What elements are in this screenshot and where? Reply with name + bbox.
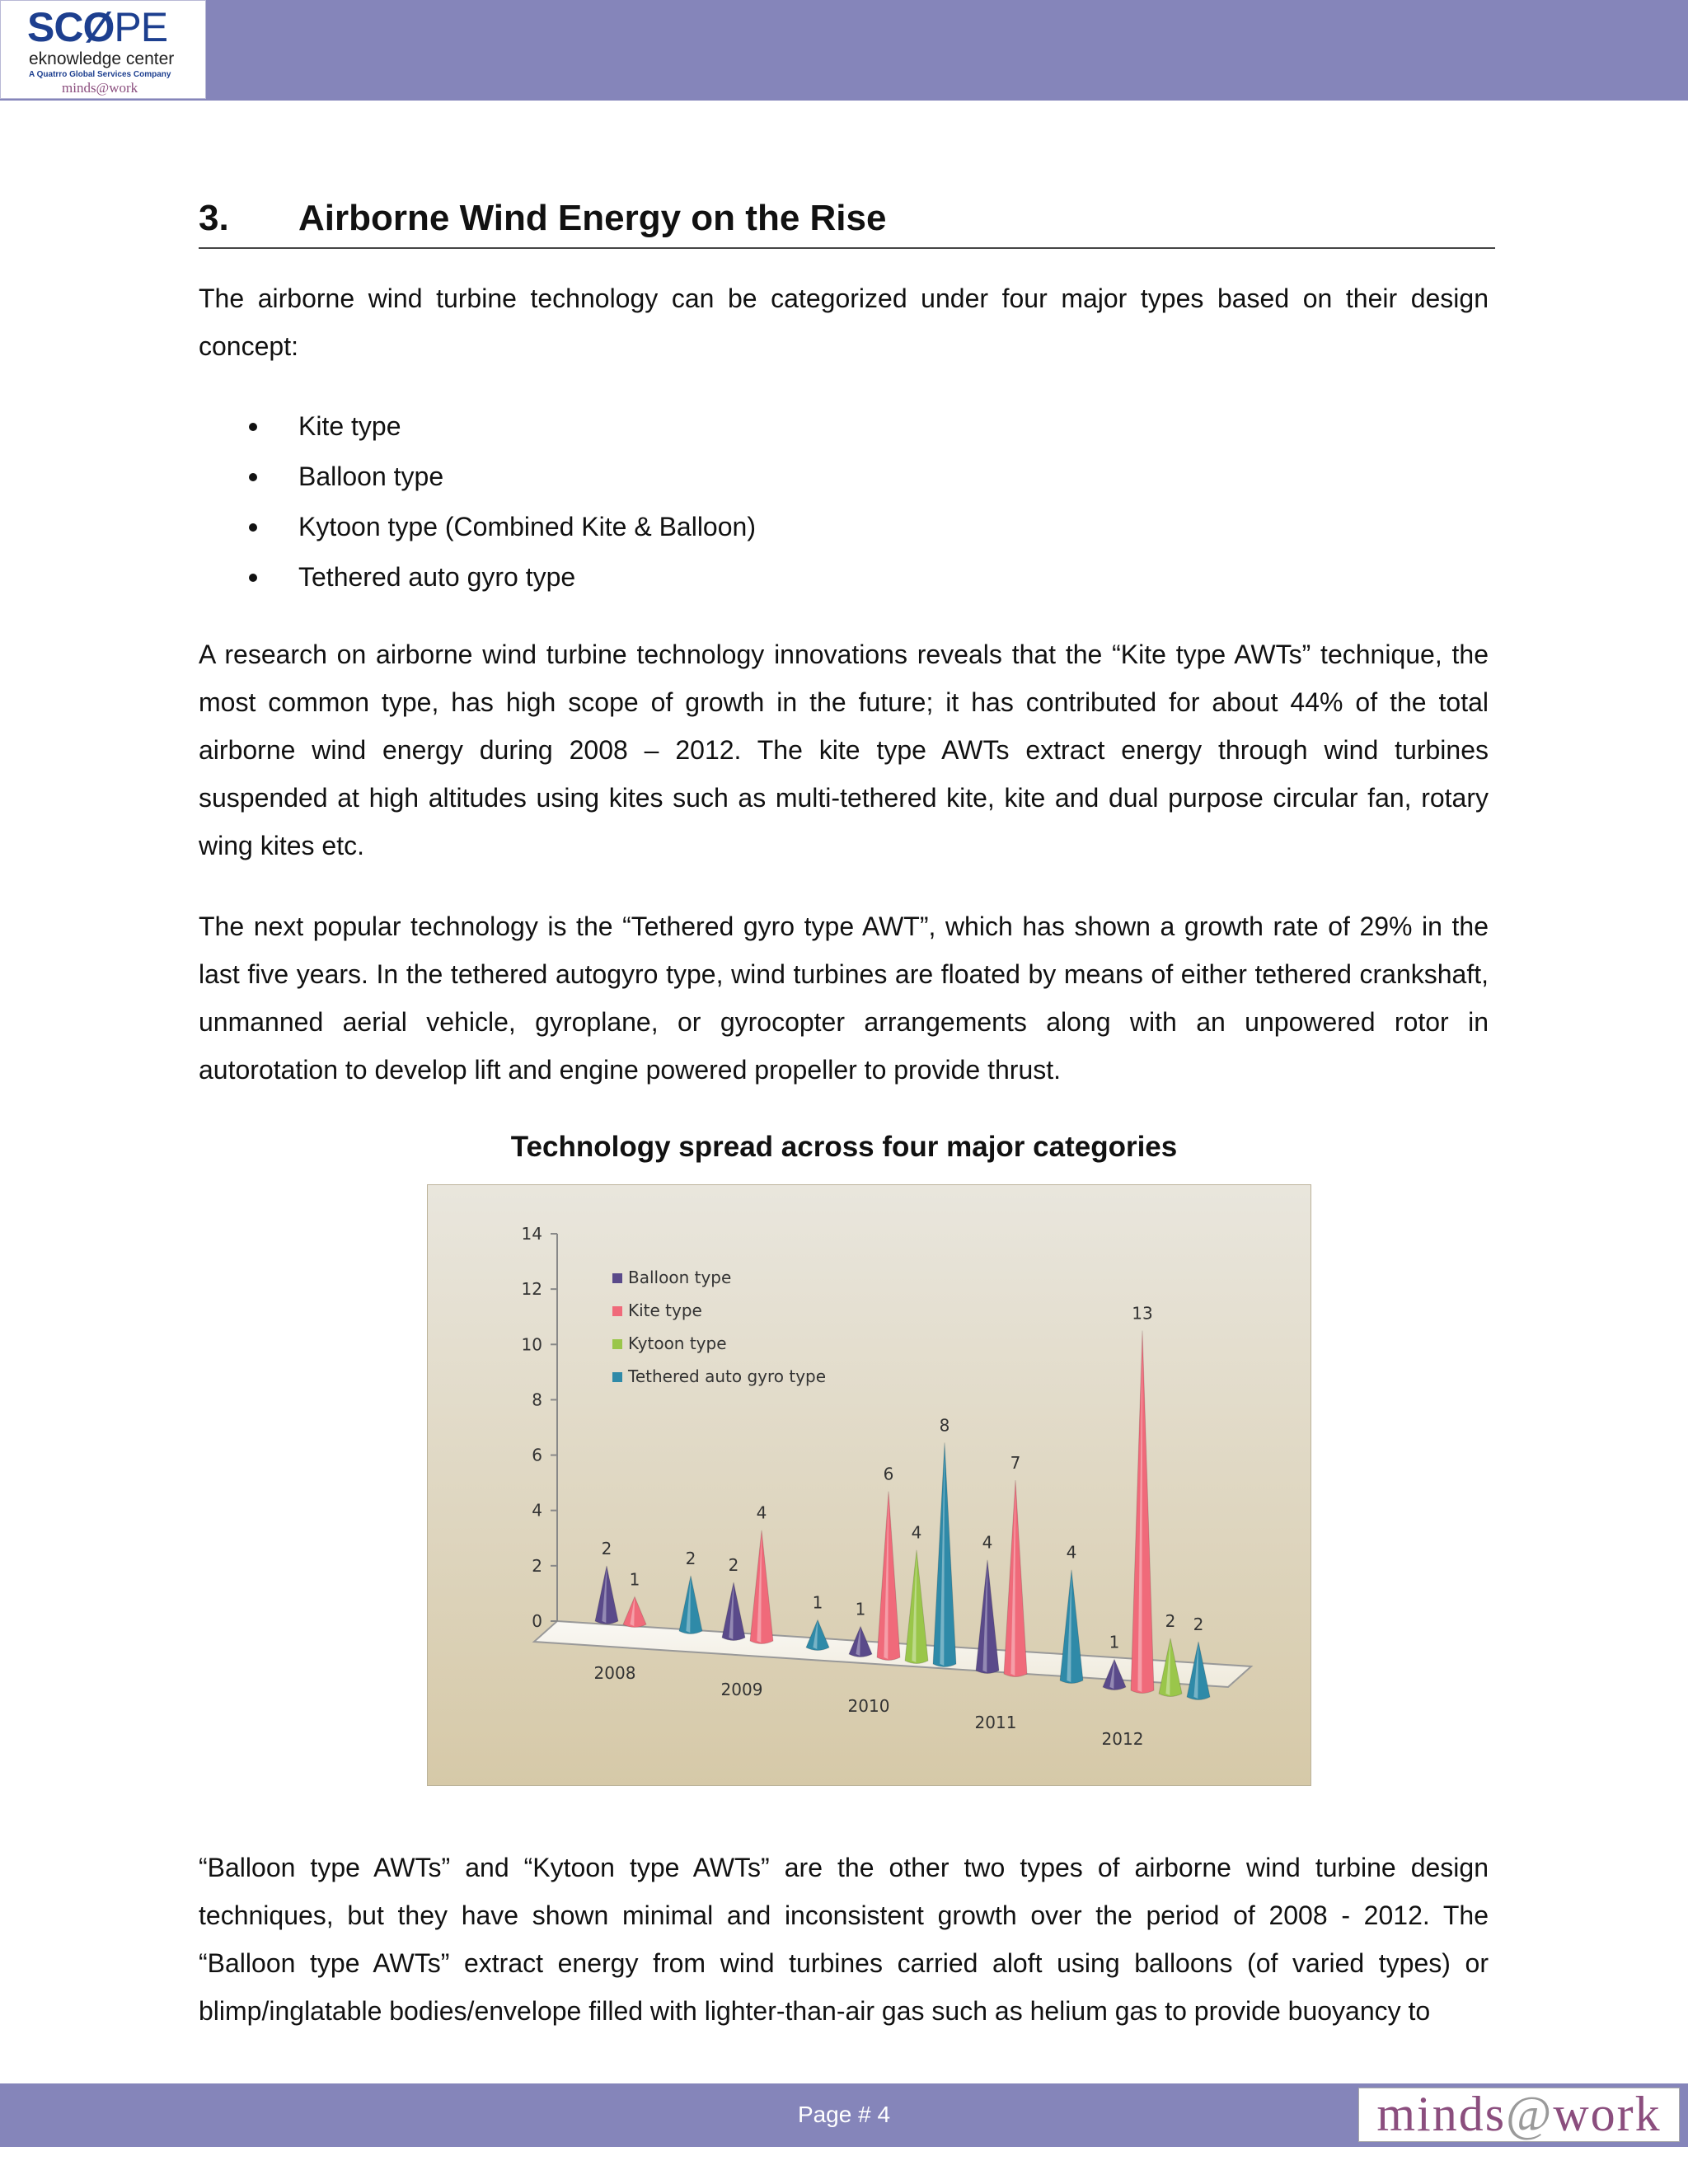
x-tick-label: 2011	[974, 1713, 1017, 1732]
legend-label: Tethered auto gyro type	[628, 1366, 827, 1386]
type-list	[247, 402, 756, 603]
data-label: 2	[728, 1554, 739, 1575]
x-tick-label: 2008	[593, 1663, 636, 1683]
data-label: 1	[812, 1592, 823, 1613]
section-number: 3.	[199, 198, 229, 238]
paragraph-gyro: The next popular technology is the “Tethered gyro type AWT”, which has shown a growth rate of 29% in the last five years. In the tethered autogyro type, wind turbines are floated by means of either tethered crankshaft, unmanned aerial vehicle, gyroplane, or gyrocopter arrangements along with an unpowered rotor in autorotation to develop lift and engine powered propeller to provide thrust.	[199, 912, 1489, 1085]
data-label: 6	[883, 1464, 894, 1484]
list-item: Tethered auto gyro type	[247, 553, 756, 603]
legend-label: Kite type	[628, 1301, 702, 1320]
data-label: 4	[982, 1532, 993, 1553]
page-number: Page # 4	[797, 2102, 891, 2127]
logo-minds: minds@work	[62, 80, 138, 96]
data-label: 4	[756, 1502, 767, 1523]
chart-svg	[427, 1184, 1311, 1786]
list-item: Balloon type	[247, 452, 756, 503]
data-label: 1	[855, 1599, 866, 1619]
logo-subtitle: eknowledge center	[29, 49, 175, 68]
y-tick-label: 12	[521, 1279, 542, 1300]
legend-label: Balloon type	[628, 1268, 732, 1287]
legend-swatch	[612, 1306, 622, 1316]
data-label: 4	[911, 1522, 922, 1543]
mindsatwork-logo: minds@work	[1358, 2088, 1680, 2142]
section-title: Airborne Wind Energy on the Rise	[298, 198, 887, 238]
chart-title: Technology spread across four major categories	[510, 1131, 1178, 1163]
data-label: 1	[1109, 1632, 1120, 1652]
data-label: 13	[1132, 1303, 1153, 1324]
data-label: 2	[1193, 1614, 1204, 1634]
intro-paragraph: The airborne wind turbine technology can be categorized under four major types based on their design concept:	[199, 284, 1489, 361]
y-tick-label: 6	[532, 1445, 542, 1465]
paragraph-balloon: “Balloon type AWTs” and “Kytoon type AWTs” are the other two types of airborne wind turbine design techniques, but they have shown minimal and inconsistent growth over the period of 2008 - 2012. The “Balloon type AWTs” extract energy from wind turbines carried aloft using balloons (of varied types) or blimp/inglatable bodies/envelope filled with lighter-than-air gas such as helium gas to provide buoyancy to	[199, 1853, 1489, 2026]
y-tick-label: 14	[521, 1224, 542, 1244]
logo-tagline: A Quatrro Global Services Company	[29, 70, 171, 79]
legend-label: Kytoon type	[628, 1333, 727, 1353]
list-item: Kytoon type (Combined Kite & Balloon)	[247, 503, 756, 553]
x-tick-label: 2009	[720, 1680, 763, 1699]
data-label: 2	[1165, 1610, 1176, 1631]
paragraph-kite: A research on airborne wind turbine technology innovations reveals that the “Kite type AWTs” technique, the most common type, has high scope of growth in the future; it has contributed for about 44% of the total airborne wind energy during 2008 – 2012. The kite type AWTs extract energy through wind turbines suspended at high altitudes using kites such as multi-tethered kite, kite and dual purpose circular fan, rotary wing kites etc.	[199, 640, 1489, 860]
y-tick-label: 2	[532, 1555, 542, 1576]
x-tick-label: 2010	[847, 1696, 890, 1716]
data-label: 8	[939, 1415, 950, 1436]
data-label: 7	[1010, 1453, 1021, 1473]
page-header	[0, 0, 1688, 101]
data-label: 1	[629, 1569, 640, 1590]
scope-logo	[0, 0, 206, 99]
y-tick-label: 4	[532, 1500, 542, 1521]
chart	[427, 1184, 1311, 1786]
legend-swatch	[612, 1339, 622, 1349]
data-label: 4	[1066, 1542, 1077, 1563]
y-tick-label: 0	[532, 1611, 542, 1631]
x-tick-label: 2012	[1101, 1729, 1144, 1749]
data-label: 2	[601, 1538, 612, 1558]
scope-logo-wordmark: SCØPE	[27, 4, 168, 50]
data-label: 2	[685, 1548, 696, 1568]
list-item: Kite type	[247, 402, 756, 452]
y-tick-label: 8	[532, 1390, 542, 1410]
legend-swatch	[612, 1372, 622, 1382]
legend-swatch	[612, 1273, 622, 1283]
page-footer	[0, 2083, 1688, 2147]
y-tick-label: 10	[521, 1334, 542, 1355]
section-heading	[199, 198, 1495, 249]
